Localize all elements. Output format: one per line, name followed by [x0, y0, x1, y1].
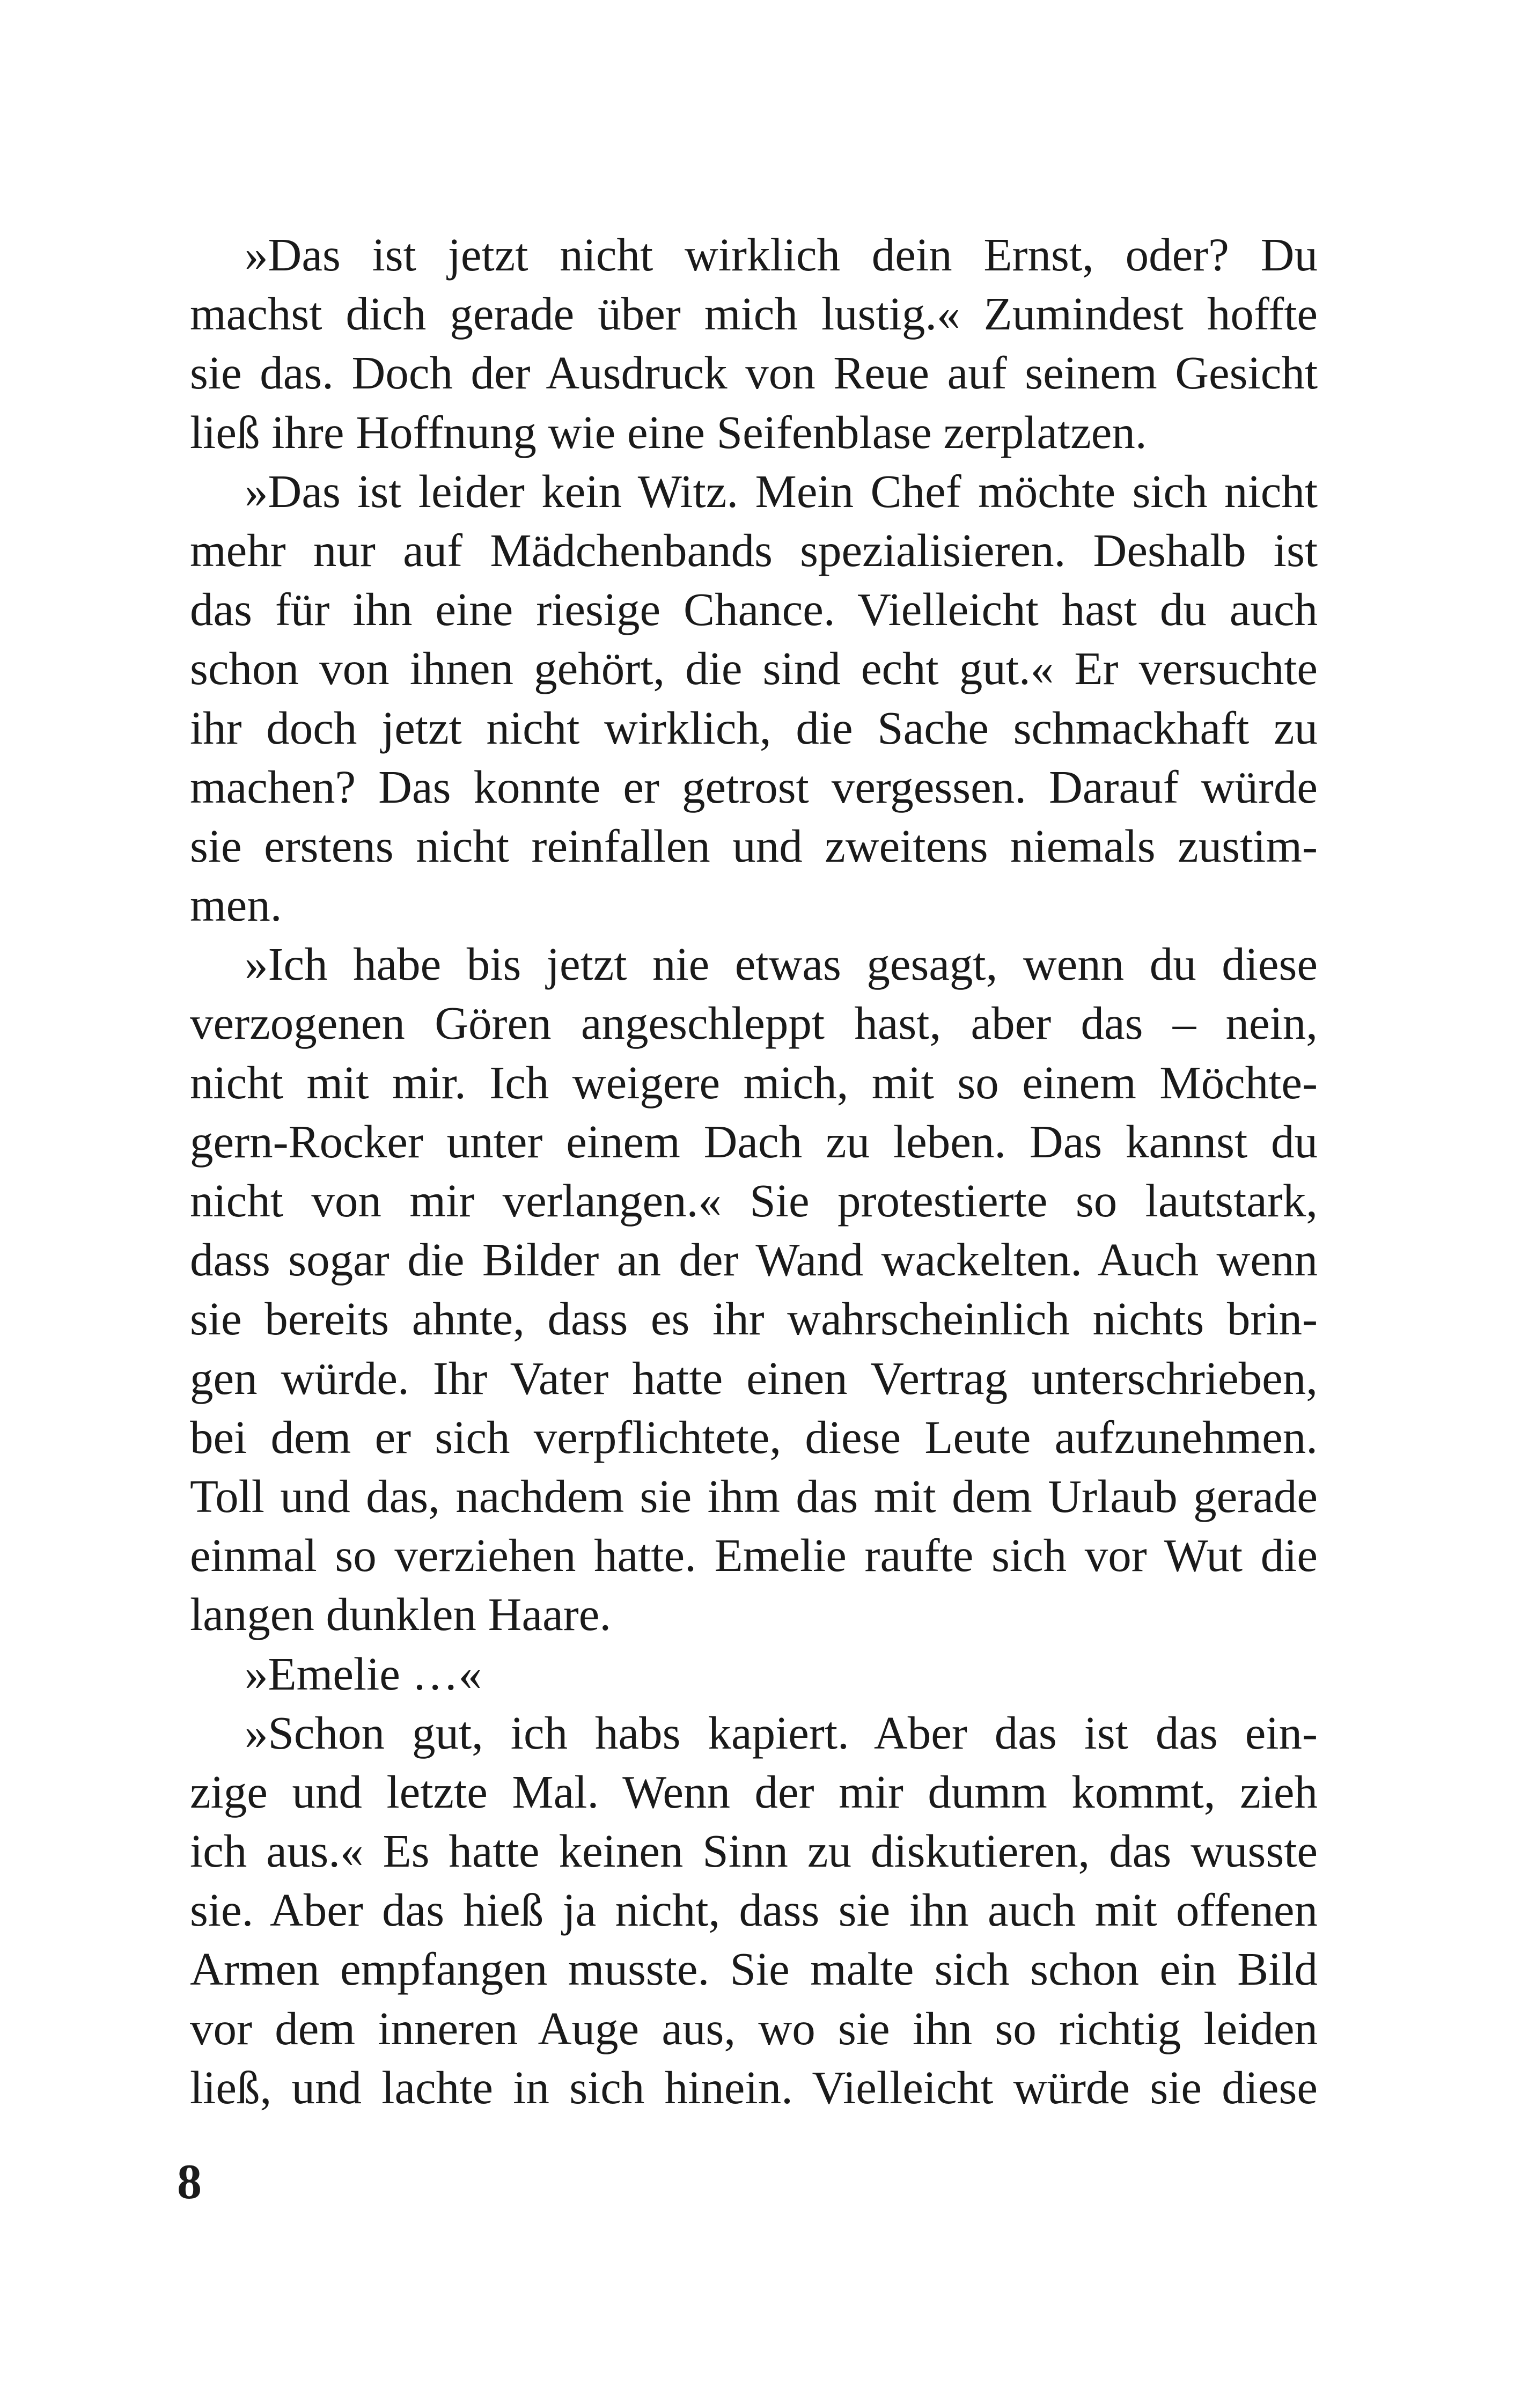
- text-line: »Ich habe bis jetzt nie etwas gesagt, wenn du diese: [245, 938, 1318, 990]
- text-line: Toll und das, nachdem sie ihm das mit dem Urlaub gerade: [190, 1470, 1318, 1522]
- text-line: ich aus.« Es hatte keinen Sinn zu diskutieren, das wusste: [190, 1825, 1318, 1877]
- text-line: ließ ihre Hoffnung wie eine Seifenblase zerplatzen.: [190, 406, 1147, 458]
- text-line: verzogenen Gören angeschleppt hast, aber das – nein,: [190, 997, 1318, 1049]
- text-line: »Das ist jetzt nicht wirklich dein Ernst, oder? Du: [245, 229, 1318, 281]
- text-line: ihr doch jetzt nicht wirklich, die Sache schmackhaft zu: [190, 701, 1318, 754]
- text-line: »Das ist leider kein Witz. Mein Chef möchte sich nicht: [245, 465, 1318, 517]
- text-line: gen würde. Ihr Vater hatte einen Vertrag unterschrieben,: [190, 1352, 1318, 1404]
- text-line: nicht von mir verlangen.« Sie protestierte so lautstark,: [190, 1174, 1318, 1227]
- text-line: sie bereits ahnte, dass es ihr wahrscheinlich nichts brin-: [190, 1293, 1318, 1345]
- text-line: sie. Aber das hieß ja nicht, dass sie ihn auch mit offenen: [190, 1884, 1318, 1936]
- page-body-text: [190, 225, 1318, 2117]
- text-line: men.: [190, 879, 282, 931]
- text-line: das für ihn eine riesige Chance. Vielleicht hast du auch: [190, 583, 1318, 636]
- text-line: ließ, und lachte in sich hinein. Vielleicht würde sie diese: [190, 2061, 1318, 2113]
- text-line: vor dem inneren Auge aus, wo sie ihn so richtig leiden: [190, 2002, 1318, 2054]
- text-line: bei dem er sich verpflichtete, diese Leute aufzunehmen.: [190, 1411, 1318, 1463]
- text-line: langen dunklen Haare.: [190, 1588, 612, 1641]
- text-line: zige und letzte Mal. Wenn der mir dumm kommt, zieh: [190, 1765, 1318, 1818]
- text-line: machen? Das konnte er getrost vergessen. Darauf würde: [190, 760, 1318, 813]
- text-line: »Schon gut, ich habs kapiert. Aber das ist das ein-: [245, 1706, 1318, 1759]
- text-line: Armen empfangen musste. Sie malte sich schon ein Bild: [190, 1943, 1318, 1995]
- text-line: einmal so verziehen hatte. Emelie raufte sich vor Wut die: [190, 1529, 1318, 1582]
- page-number: 8: [177, 2154, 202, 2209]
- text-line: »Emelie …«: [245, 1647, 482, 1700]
- text-line: schon von ihnen gehört, die sind echt gut.« Er versuchte: [190, 642, 1318, 695]
- text-line: gern-Rocker unter einem Dach zu leben. Das kannst du: [190, 1115, 1318, 1168]
- text-line: sie das. Doch der Ausdruck von Reue auf seinem Gesicht: [190, 347, 1318, 399]
- text-line: machst dich gerade über mich lustig.« Zumindest hoffte: [190, 288, 1318, 340]
- text-line: dass sogar die Bilder an der Wand wackelten. Auch wenn: [190, 1234, 1318, 1286]
- text-line: nicht mit mir. Ich weigere mich, mit so einem Möchte-: [190, 1056, 1318, 1108]
- text-line: sie erstens nicht reinfallen und zweitens niemals zustim-: [190, 819, 1318, 872]
- text-line: mehr nur auf Mädchenbands spezialisieren. Deshalb ist: [190, 524, 1318, 576]
